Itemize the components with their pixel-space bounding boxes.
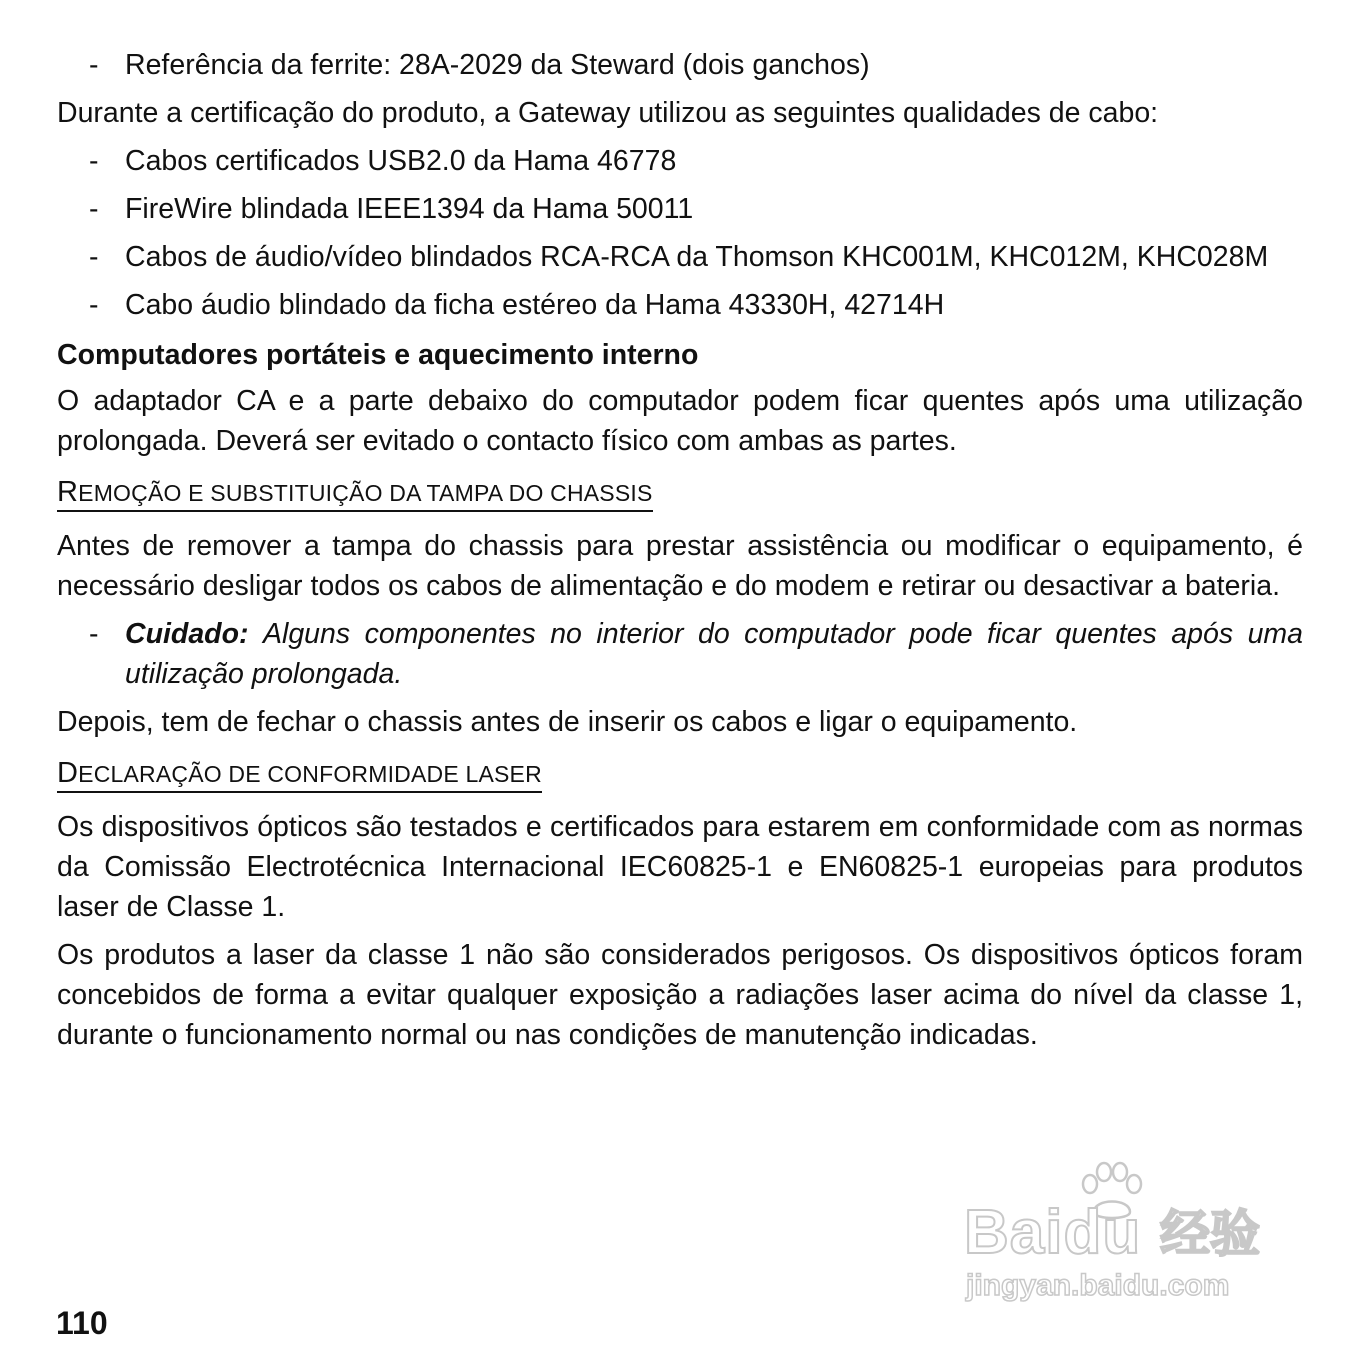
paragraph-laser-1: Os dispositivos ópticos são testados e certificados para estarem em conformidade com as normas da Comissão Electrotécnica Internacional IEC60825-1 e EN60825-1 europeias para produtos laser de Classe 1. — [57, 811, 1303, 923]
heading-laser-initial: D — [57, 757, 79, 789]
list-item-text: Cabos de áudio/vídeo blindados RCA-RCA da Thomson KHC001M, KHC012M, KHC028M — [125, 241, 1269, 273]
list-item-text: Cabo áudio blindado da ficha estéreo da Hama 43330H, 42714H — [125, 289, 945, 321]
list-item-text: Cabos certificados USB2.0 da Hama 46778 — [125, 145, 677, 177]
list-item-cable-3 — [57, 237, 1303, 277]
heading-chassis — [57, 477, 653, 512]
list-item-cable-2 — [57, 189, 1303, 229]
bullet-dash: - — [89, 618, 99, 650]
heading-laser — [57, 758, 542, 793]
heading-chassis-initial: R — [57, 476, 79, 508]
list-item-cable-1 — [57, 141, 1303, 181]
list-item-cable-4 — [57, 285, 1303, 325]
caution-text: Alguns componentes no interior do computador pode ficar quentes após uma utilização prolongada. — [125, 618, 1304, 690]
bullet-dash: - — [89, 289, 99, 321]
watermark-cn: 经验 — [1160, 1205, 1260, 1263]
watermark-word: Baidu — [964, 1198, 1142, 1267]
heading-heat: Computadores portáteis e aquecimento interno — [57, 339, 699, 371]
bullet-dash: - — [89, 49, 99, 81]
baidu-watermark — [960, 1160, 1290, 1310]
heading-chassis-rest: EMOÇÃO E SUBSTITUIÇÃO DA TAMPA DO CHASSIS — [78, 480, 653, 506]
paragraph-chassis: Antes de remover a tampa do chassis para prestar assistência ou modificar o equipamento, é necessário desligar todos os cabos de alimentação e do modem e retirar ou desactivar a bateria. — [57, 530, 1303, 602]
bullet-dash: - — [89, 193, 99, 225]
caution-label: Cuidado: — [125, 618, 249, 650]
bullet-dash: - — [89, 145, 99, 177]
list-item-text: Referência da ferrite: 28A-2029 da Steward (dois ganchos) — [125, 49, 870, 81]
watermark-url: jingyan.baidu.com — [966, 1269, 1230, 1302]
paragraph-laser-2: Os produtos a laser da classe 1 não são considerados perigosos. Os dispositivos ópticos foram concebidos de forma a evitar qualquer exposição a radiações laser acima do nível da classe 1, durante o funcionamento normal ou nas condições de manutenção indicadas. — [57, 939, 1303, 1051]
paragraph-after: Depois, tem de fechar o chassis antes de inserir os cabos e ligar o equipamento. — [57, 706, 1078, 738]
list-item-text: FireWire blindada IEEE1394 da Hama 50011 — [125, 193, 694, 225]
heading-laser-wrapper — [57, 750, 1303, 803]
bullet-dash: - — [89, 241, 99, 273]
paragraph-cables-intro: Durante a certificação do produto, a Gateway utilizou as seguintes qualidades de cabo: — [57, 97, 1159, 129]
heading-laser-rest: ECLARAÇÃO DE CONFORMIDADE LASER — [78, 761, 542, 787]
page-number: 110 — [56, 1305, 108, 1341]
paragraph-heat: O adaptador CA e a parte debaixo do computador podem ficar quentes após uma utilização prolongada. Deverá ser evitado o contacto físico com ambas as partes. — [57, 385, 1303, 457]
list-item-caution — [57, 614, 1303, 694]
list-item-ferrite — [57, 45, 1303, 85]
heading-chassis-wrapper — [57, 469, 1303, 522]
document-page — [57, 45, 1303, 1063]
